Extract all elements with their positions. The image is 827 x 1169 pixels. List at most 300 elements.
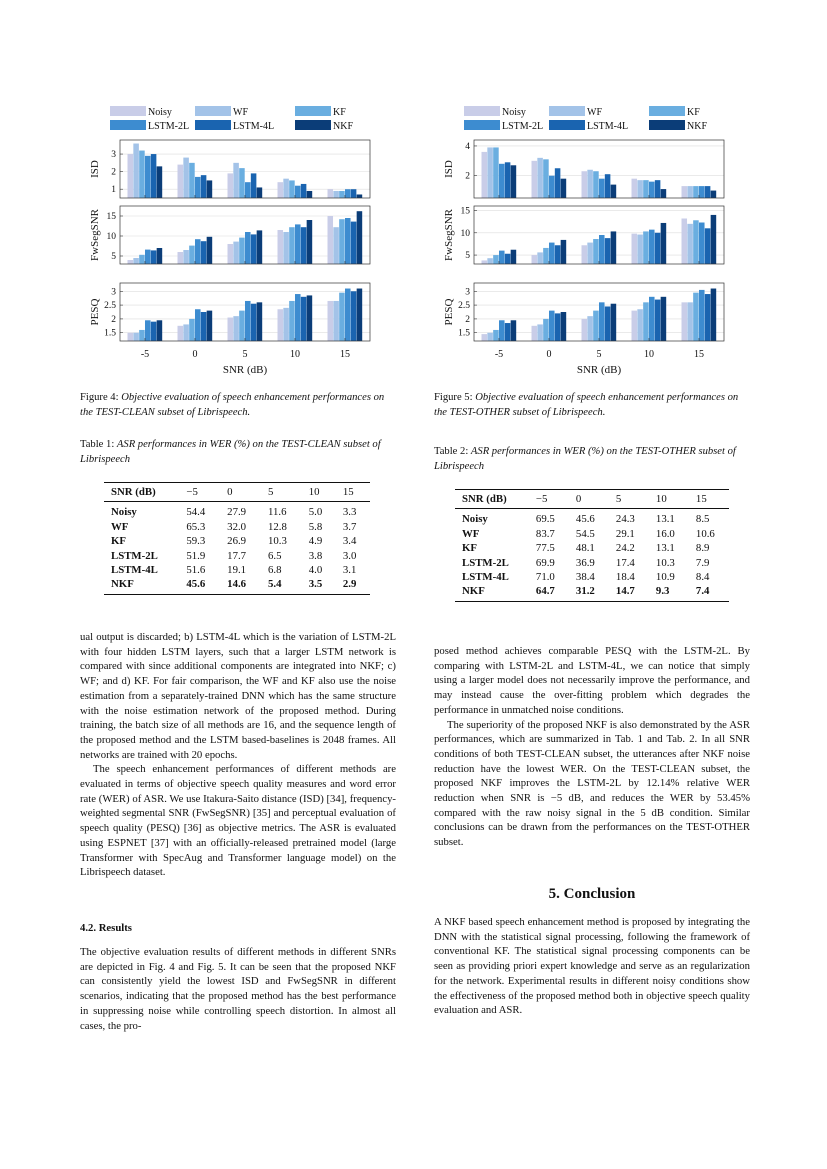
table-cell: 29.1 [615, 527, 635, 540]
bar [228, 173, 234, 198]
table-cell: 6.5 [267, 549, 282, 562]
bar [532, 326, 538, 341]
bar [611, 231, 617, 264]
bar [207, 237, 213, 264]
table-cell: 14.7 [615, 585, 635, 598]
table-cell: 3.0 [342, 549, 357, 562]
table-cell: 54.4 [186, 506, 206, 519]
bar [201, 175, 207, 198]
bar [178, 165, 184, 198]
bar [301, 297, 307, 341]
legend-label: Noisy [502, 107, 526, 118]
x-axis-label: SNR (dB) [576, 364, 622, 376]
bar [543, 319, 549, 341]
table-cell: 10.9 [655, 571, 675, 584]
table-header-cell: −5 [179, 483, 220, 502]
bar [511, 250, 517, 264]
paragraph: The speech enhancement performances of different methods are evaluated in terms of objective speech quality measures and word error rate (WER) of ASR. We use Itakura-Saito distance (ISD) [34], frequency-weighted segmental SNR (FwSegSNR) [35] and perceptual evaluation of speech quality (PESQ) [36] as objective metrics. The ASR is evaluated using ESPNET [37] with an officially-released pretrained model (large Transformer with SpecAug and Transformer language model) on the Librispeech dataset. [80, 763, 396, 879]
table-header-cell: 15 [689, 490, 729, 509]
legend-label: LSTM-4L [587, 121, 629, 132]
x-tick-label: 10 [290, 349, 300, 360]
bar [555, 245, 561, 264]
y-axis-label: FwSegSNR [443, 209, 455, 261]
bar [283, 179, 289, 198]
paragraph: The superiority of the proposed NKF is also demonstrated by the ASR performances, which are summarized in Tab. 1 and Tab. 2. In all SNR conditions of both TEST-CLEAN subset, the utterances after NKF noise reduction have the lowest WER. On the TEST-CLEAN subset, the proposed NKF improves the LSTM-2L by 12.14% relative WER reduction when SNR is −5 dB, and reduces the WER by 53.45% compared with the raw noisy signal in the 5 dB condition. Similar conclusions can be drawn from the performances on the TEST-OTHER subset. [434, 718, 750, 849]
bar [643, 180, 649, 198]
bar [328, 301, 334, 341]
bar [482, 152, 488, 198]
paragraph: The objective evaluation results of different methods in different SNRs are depicted in Fig. 4 and Fig. 5. It can be seen that the proposed NKF can consistently yield the lowest ISD and FwSegSNR in different scenarios, indicating that the proposed method has the best performance in suppressing noise while controlling speech distortion. In almost all cases, the pro- [80, 946, 396, 1032]
bar [333, 191, 339, 198]
bar [632, 234, 638, 264]
table-cell: 38.4 [575, 571, 595, 584]
table-cell: 4.9 [308, 535, 323, 548]
y-axis-label: PESQ [89, 298, 101, 326]
bar [228, 244, 234, 264]
table-cell: 13.1 [655, 513, 675, 526]
bar [505, 162, 511, 198]
table-cell: 69.5 [535, 513, 555, 526]
table-cell: 83.7 [535, 527, 555, 540]
bar [611, 304, 617, 341]
x-tick-label: 15 [340, 349, 350, 360]
bar [183, 324, 189, 341]
bar [605, 174, 611, 198]
table-cell: 8.4 [695, 571, 710, 584]
y-tick-label: 1 [111, 185, 116, 196]
legend-swatch [464, 120, 500, 130]
bar [145, 156, 151, 198]
bar [499, 251, 505, 264]
table-cell: 77.5 [535, 542, 555, 555]
table-cell: NKF [462, 585, 485, 598]
bar [307, 295, 313, 341]
bar [183, 250, 189, 264]
table-cell: LSTM-2L [111, 549, 158, 562]
table-cell: LSTM-4L [111, 564, 158, 577]
legend-swatch [110, 106, 146, 116]
bar [239, 168, 245, 198]
table-row [455, 584, 729, 601]
table-cell: Noisy [111, 506, 137, 519]
x-tick-label: 5 [242, 349, 248, 360]
table-cell: WF [462, 527, 480, 540]
table-header-cell: 5 [609, 490, 649, 509]
bar [283, 232, 289, 264]
bar [345, 218, 351, 264]
table-cell: 26.9 [227, 535, 247, 548]
bar [587, 316, 593, 341]
table-cell: LSTM-4L [462, 571, 509, 584]
right-column-text [434, 644, 750, 850]
bar [599, 235, 605, 264]
bar [145, 320, 151, 341]
bar [157, 166, 163, 198]
bar [157, 320, 163, 341]
bar [599, 179, 605, 198]
legend-swatch [464, 106, 500, 116]
bar [289, 180, 295, 198]
legend-label: NKF [687, 121, 708, 132]
table-row [455, 570, 729, 584]
table-cell: KF [462, 542, 477, 555]
bar [345, 189, 351, 198]
bar [233, 163, 239, 198]
table-cell: 14.6 [227, 578, 247, 591]
y-tick-label: 3 [465, 287, 470, 298]
x-tick-label: 0 [546, 349, 552, 360]
table-row [104, 563, 370, 577]
bar [499, 320, 505, 341]
legend-swatch [549, 106, 585, 116]
bar [699, 186, 705, 198]
bar [693, 293, 699, 341]
bar [505, 323, 511, 341]
bar [195, 239, 201, 264]
table-cell: 64.7 [535, 585, 555, 598]
bar [632, 311, 638, 341]
bar [239, 311, 245, 341]
bar [655, 180, 661, 198]
bar [687, 302, 693, 341]
bar [278, 182, 284, 198]
bar [178, 252, 184, 264]
bar [637, 235, 643, 264]
bar [257, 187, 263, 198]
x-tick-label: -5 [140, 349, 150, 360]
table-row [455, 509, 729, 527]
table-cell: LSTM-2L [462, 556, 509, 569]
legend-label: KF [687, 107, 700, 118]
bar [189, 163, 195, 198]
bar [128, 333, 134, 341]
figure-5-caption: Figure 5: Objective evaluation of speech enhancement performances on the TEST-OTHER subset of Librispeech. [434, 392, 739, 418]
table-cell: 10.3 [267, 535, 287, 548]
y-tick-label: 2 [111, 314, 116, 325]
figure-4-caption: Figure 4: Objective evaluation of speech enhancement performances on the TEST-CLEAN subset of Librispeech. [80, 392, 385, 418]
bar [699, 290, 705, 341]
bar [289, 227, 295, 264]
table-cell: 51.6 [186, 564, 206, 577]
table-cell: 3.3 [342, 506, 357, 519]
bar [582, 245, 588, 264]
bar [637, 180, 643, 198]
table-2-caption: Table 2: ASR performances in WER (%) on the TEST-OTHER subset of Librispeech [434, 446, 736, 472]
bar [251, 173, 257, 198]
y-tick-label: 3 [111, 287, 116, 298]
bar [239, 238, 245, 264]
bar [655, 233, 661, 264]
table-cell: 3.7 [342, 520, 357, 533]
x-axis-label: SNR (dB) [222, 364, 268, 376]
table-header-cell: 5 [261, 483, 302, 502]
bar [549, 311, 555, 341]
bar [499, 164, 505, 198]
bar [511, 320, 517, 341]
legend-label: LSTM-4L [233, 121, 275, 132]
table-cell: 19.1 [227, 564, 247, 577]
bar [245, 182, 251, 198]
table-row [104, 502, 370, 520]
bar [693, 186, 699, 198]
table-cell: 10.3 [655, 556, 675, 569]
bar [328, 189, 334, 198]
bar [201, 312, 207, 341]
bar [357, 211, 363, 264]
table-cell: 5.0 [308, 506, 323, 519]
bar [183, 158, 189, 198]
bar [133, 144, 139, 198]
bar [661, 297, 667, 341]
bar [655, 300, 661, 341]
table-cell: 18.4 [615, 571, 635, 584]
bar [228, 318, 234, 341]
bar [711, 289, 717, 341]
legend-swatch [195, 106, 231, 116]
y-tick-label: 3 [111, 150, 116, 161]
bar [333, 301, 339, 341]
table-cell: 17.4 [615, 556, 635, 569]
bar [487, 147, 493, 198]
table-cell: 17.7 [227, 549, 247, 562]
right-column-text-2 [434, 915, 750, 1018]
paragraph: A NKF based speech enhancement method is proposed by integrating the DNN with the statistical signal processing, following the framework of conventional KF. The statistical signal processing components can be seen as providing priori expert knowledge and serve as an regularization for the network. Experimental results in different noisy conditions show the effectiveness of the proposed method both in objective speech quality evaluation and ASR. [434, 916, 750, 1017]
y-tick-label: 1.5 [104, 328, 116, 339]
table-cell: 48.1 [575, 542, 595, 555]
table-cell: 9.3 [655, 585, 670, 598]
y-tick-label: 10 [106, 232, 116, 242]
bar [593, 171, 599, 198]
table-cell: 69.9 [535, 556, 555, 569]
table-1-caption: Table 1: ASR performances in WER (%) on the TEST-CLEAN subset of Librispeech [80, 439, 381, 465]
table-cell: 16.0 [655, 527, 675, 540]
subsection-heading: 4.2. Results [80, 922, 132, 934]
table-header-cell: 15 [336, 483, 370, 502]
y-tick-label: 2.5 [104, 301, 116, 312]
bar [593, 311, 599, 341]
bar [711, 191, 717, 198]
table-cell: 8.5 [695, 513, 710, 526]
bar [537, 158, 543, 198]
table-cell: 13.1 [655, 542, 675, 555]
y-tick-label: 1.5 [458, 328, 470, 339]
table-row [104, 549, 370, 563]
table-cell: 36.9 [575, 556, 595, 569]
table-cell: 71.0 [535, 571, 555, 584]
bar [649, 230, 655, 264]
bar [682, 186, 688, 198]
bar [251, 304, 257, 341]
bar [233, 242, 239, 264]
bar [487, 333, 493, 341]
bar [605, 306, 611, 341]
table-cell: 3.4 [342, 535, 357, 548]
table-cell: 24.3 [615, 513, 635, 526]
bar [139, 151, 145, 198]
legend-label: NKF [333, 121, 354, 132]
bar [128, 154, 134, 198]
bar [139, 330, 145, 341]
bar [661, 223, 667, 264]
table-cell: 54.5 [575, 527, 595, 540]
legend-label: LSTM-2L [502, 121, 544, 132]
bar [705, 228, 711, 264]
bar [582, 171, 588, 198]
bar [245, 232, 251, 264]
x-tick-label: 5 [596, 349, 602, 360]
left-column-text [80, 630, 396, 880]
bar [339, 219, 345, 264]
bar [649, 182, 655, 198]
bar [493, 255, 499, 264]
table-header-cell: SNR (dB) [455, 490, 529, 509]
table-row [104, 577, 370, 594]
bar [339, 191, 345, 198]
bar [687, 224, 693, 264]
y-axis-label: ISD [443, 160, 455, 178]
bar [549, 243, 555, 264]
bar [687, 186, 693, 198]
paragraph: ual output is discarded; b) LSTM-4L which is the variation of LSTM-2L with four hidden LSTM layers, such that a larger LSTM network is compared with since additional components are integrated into NKF; c) WF; and d) KF. For fair comparison, the WF and KF also use the noise estimation from a separately-trained DNN which has the same structure with the noise estimation network of the proposed method. During training, the batch size of all methods are 16, and the sequence length of the proposed method and the LSTM based-baselines is 2048 frames. All networks are trained with 20 epochs. [80, 631, 396, 761]
bar [289, 301, 295, 341]
y-tick-label: 5 [111, 252, 116, 262]
table-cell: NKF [111, 578, 134, 591]
bar [705, 294, 711, 341]
table-cell: 27.9 [227, 506, 247, 519]
bar [157, 248, 163, 264]
bar [328, 216, 334, 264]
bar [637, 309, 643, 341]
y-tick-label: 2.5 [458, 301, 470, 312]
bar [307, 220, 313, 264]
legend-swatch [549, 120, 585, 130]
bar [295, 186, 301, 198]
legend-label: Noisy [148, 107, 172, 118]
bar [189, 319, 195, 341]
bar [251, 234, 257, 264]
legend-swatch [649, 120, 685, 130]
table-cell: 32.0 [227, 520, 247, 533]
bar [151, 250, 157, 264]
bar [711, 215, 717, 264]
legend-swatch [295, 120, 331, 130]
bar [493, 147, 499, 198]
bar [487, 258, 493, 264]
bar [605, 238, 611, 264]
table-cell: Noisy [462, 513, 488, 526]
bar [693, 220, 699, 264]
bar [543, 248, 549, 264]
bar [283, 308, 289, 341]
bar [257, 302, 263, 341]
y-tick-label: 15 [460, 206, 470, 217]
table-cell: 31.2 [575, 585, 595, 598]
y-tick-label: 10 [460, 228, 470, 239]
table-cell: 59.3 [186, 535, 206, 548]
bar [307, 191, 313, 198]
bar [207, 180, 213, 198]
bar [561, 312, 567, 341]
bar [587, 170, 593, 198]
bar [333, 227, 339, 264]
legend-label: KF [333, 107, 346, 118]
left-column-text-2 [80, 945, 396, 1033]
table-cell: 6.8 [267, 564, 282, 577]
bar [357, 194, 363, 198]
table-row [455, 527, 729, 541]
y-tick-label: 15 [106, 212, 116, 222]
bar [582, 319, 588, 341]
bar [301, 184, 307, 198]
table-header-cell: 0 [569, 490, 609, 509]
y-tick-label: 4 [465, 141, 470, 152]
bar [178, 326, 184, 341]
bar [133, 258, 139, 264]
legend-swatch [649, 106, 685, 116]
table-cell: 51.9 [186, 549, 206, 562]
bar [139, 255, 145, 264]
bar [532, 255, 538, 264]
bar [245, 301, 251, 341]
bar [301, 227, 307, 264]
bar [699, 223, 705, 264]
y-tick-label: 5 [465, 251, 470, 262]
table-1 [104, 482, 370, 595]
table-cell: 2.9 [342, 578, 357, 591]
table-cell: 3.1 [342, 564, 357, 577]
bar [133, 333, 139, 341]
legend-label: WF [233, 107, 248, 118]
bar [593, 239, 599, 264]
bar [543, 159, 549, 198]
table-cell: 11.6 [267, 506, 287, 519]
bar [295, 294, 301, 341]
y-axis-label: ISD [89, 160, 101, 178]
bar [345, 289, 351, 341]
figure-5-chart [434, 100, 754, 385]
section-heading: 5. Conclusion [548, 886, 636, 902]
bar [339, 293, 345, 341]
bar [295, 224, 301, 264]
table-cell: 5.4 [267, 578, 282, 591]
table-header-cell: −5 [529, 490, 569, 509]
paragraph: posed method achieves comparable PESQ with the LSTM-2L. By comparing with LSTM-2L and LSTM-4L, we can notice that simply using a larger model does not necessarily improve the performance, and may instead cause the over-fitting problem which degrades the performance in unmatched noise conditions. [434, 645, 750, 716]
y-axis-label: FwSegSNR [89, 209, 101, 261]
table-header-cell: 10 [649, 490, 689, 509]
bar [599, 302, 605, 341]
bar [561, 240, 567, 264]
table-cell: 7.9 [695, 556, 710, 569]
bar [351, 189, 357, 198]
bar [705, 186, 711, 198]
legend-swatch [295, 106, 331, 116]
bar [357, 289, 363, 341]
bar [649, 297, 655, 341]
table-header-cell: 0 [220, 483, 261, 502]
table-cell: 3.5 [308, 578, 323, 591]
bar [351, 222, 357, 264]
table-cell: 45.6 [186, 578, 206, 591]
bar [151, 154, 157, 198]
bar [532, 161, 538, 198]
table-cell: 3.8 [308, 549, 323, 562]
x-tick-label: 10 [644, 349, 654, 360]
bar [682, 302, 688, 341]
legend-swatch [110, 120, 146, 130]
bar [587, 243, 593, 264]
legend-label: LSTM-2L [148, 121, 190, 132]
bar [257, 230, 263, 264]
